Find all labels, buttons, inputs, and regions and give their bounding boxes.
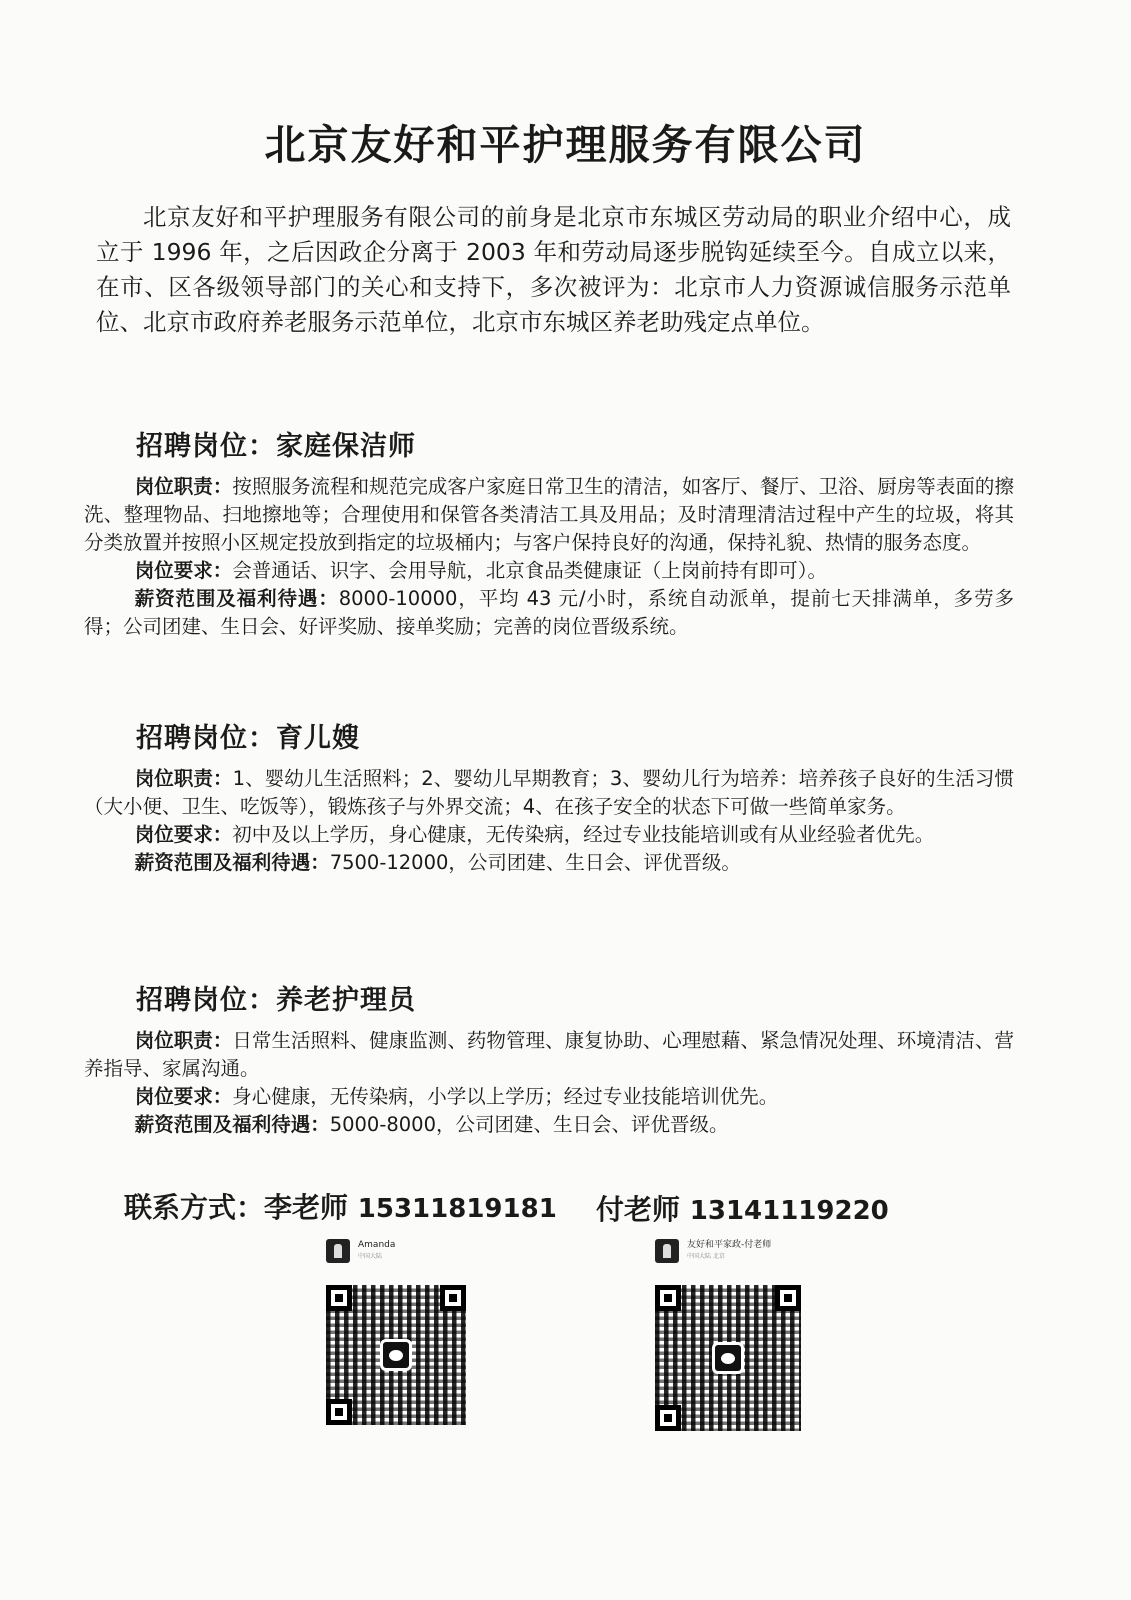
- qr-card-location: 中国大陆 北京: [687, 1253, 725, 1260]
- wechat-qr-card-2: [655, 1235, 825, 1435]
- requirement-label: 岗位要求：: [134, 823, 233, 846]
- duty-label: 岗位职责：: [134, 767, 233, 790]
- wechat-icon: [712, 1342, 744, 1374]
- job-section-nanny: [84, 716, 1014, 877]
- job-requirement: [84, 821, 1014, 849]
- job-salary: [84, 585, 1014, 641]
- qr-code[interactable]: [326, 1285, 466, 1425]
- qr-card-header: [655, 1235, 825, 1267]
- requirement-label: 岗位要求：: [134, 559, 233, 582]
- qr-card-location: 中国大陆: [358, 1253, 383, 1260]
- qr-finder-icon: [440, 1285, 466, 1311]
- company-intro: 北京友好和平护理服务有限公司的前身是北京市东城区劳动局的职业介绍中心，成立于 1996 年，之后因政企分离于 2003 年和劳动局逐步脱钩延续至今。自成立以来，在市、区各级领导部门的关心和支持下，多次被评为：北京市人力资源诚信服务示范单位、北京市政府养老服务示范单位，北京市东城区养老助残定点单位。: [96, 203, 1011, 336]
- duty-label: 岗位职责：: [134, 1029, 233, 1052]
- job-duty: [84, 1027, 1014, 1083]
- requirement-label: 岗位要求：: [134, 1085, 233, 1108]
- contact-phone-1[interactable]: 15311819181: [357, 1194, 557, 1224]
- avatar: [326, 1239, 350, 1263]
- job-title: 招聘岗位：家庭保洁师: [136, 431, 416, 462]
- company-title: 北京友好和平护理服务有限公司: [264, 121, 867, 169]
- salary-label: 薪资范围及福利待遇：: [134, 851, 330, 874]
- salary-text: 5000-8000，公司团建、生日会、评优晋级。: [329, 1113, 729, 1136]
- qr-finder-icon: [775, 1285, 801, 1311]
- qr-card-meta: [358, 1240, 395, 1262]
- qr-code[interactable]: [655, 1285, 801, 1431]
- avatar: [655, 1239, 679, 1263]
- contact-label: 联系方式：: [124, 1191, 265, 1224]
- qr-card-meta: [687, 1240, 771, 1262]
- contact-name-2: 付老师: [596, 1193, 681, 1226]
- salary-label: 薪资范围及福利待遇：: [134, 587, 339, 610]
- job-title: 招聘岗位：养老护理员: [136, 985, 416, 1016]
- duty-text: 1、婴幼儿生活照料；2、婴幼儿早期教育；3、婴幼儿行为培养：培养孩子良好的生活习惯（大小便、卫生、吃饭等），锻炼孩子与外界交流；4、在孩子安全的状态下可做一些简单家务。: [84, 767, 1014, 818]
- contact-phone-2[interactable]: 13141119220: [689, 1196, 889, 1226]
- contact-name-1: 李老师: [264, 1191, 349, 1224]
- salary-text: 8000-10000，平均 43 元/小时，系统自动派单，提前七天排满单，多劳多得；公司团建、生日会、好评奖励、接单奖励；完善的岗位晋级系统。: [84, 587, 1014, 638]
- qr-finder-icon: [326, 1399, 352, 1425]
- job-section-elderly-caregiver: [84, 978, 1014, 1139]
- qr-card-header: [326, 1235, 496, 1267]
- requirement-text: 会普通话、识字、会用导航，北京食品类健康证（上岗前持有即可）。: [232, 559, 827, 582]
- contact-secondary: [596, 1188, 889, 1228]
- qr-card-name: Amanda: [358, 1240, 396, 1250]
- job-duty: [84, 765, 1014, 821]
- qr-finder-icon: [326, 1285, 352, 1311]
- job-title: 招聘岗位：育儿嫂: [136, 723, 360, 754]
- salary-label: 薪资范围及福利待遇：: [134, 1113, 330, 1136]
- contact-primary: [124, 1186, 557, 1226]
- salary-text: 7500-12000，公司团建、生日会、评优晋级。: [329, 851, 741, 874]
- duty-label: 岗位职责：: [134, 475, 233, 498]
- qr-finder-icon: [655, 1405, 681, 1431]
- requirement-text: 初中及以上学历，身心健康，无传染病，经过专业技能培训或有从业经验者优先。: [232, 823, 935, 846]
- job-requirement: [84, 557, 1014, 585]
- job-section-cleaner: [84, 424, 1014, 641]
- qr-finder-icon: [655, 1285, 681, 1311]
- job-salary: [84, 849, 1014, 877]
- wechat-qr-card-1: [326, 1235, 496, 1435]
- job-duty: [84, 473, 1014, 557]
- duty-text: 按照服务流程和规范完成客户家庭日常卫生的清洁，如客厅、餐厅、卫浴、厨房等表面的擦洗、整理物品、扫地擦地等；合理使用和保管各类清洁工具及用品；及时清理清洁过程中产生的垃圾，将其分类放置并按照小区规定投放到指定的垃圾桶内；与客户保持良好的沟通，保持礼貌、热情的服务态度。: [84, 475, 1014, 554]
- job-salary: [84, 1111, 1014, 1139]
- job-requirement: [84, 1083, 1014, 1111]
- contact-line: [0, 1178, 1131, 1228]
- qr-card-name: 友好和平家政-付老师: [687, 1240, 772, 1250]
- requirement-text: 身心健康，无传染病，小学以上学历；经过专业技能培训优先。: [232, 1085, 779, 1108]
- duty-text: 日常生活照料、健康监测、药物管理、康复协助、心理慰藉、紧急情况处理、环境清洁、营养指导、家属沟通。: [84, 1029, 1014, 1080]
- wechat-icon: [380, 1339, 412, 1371]
